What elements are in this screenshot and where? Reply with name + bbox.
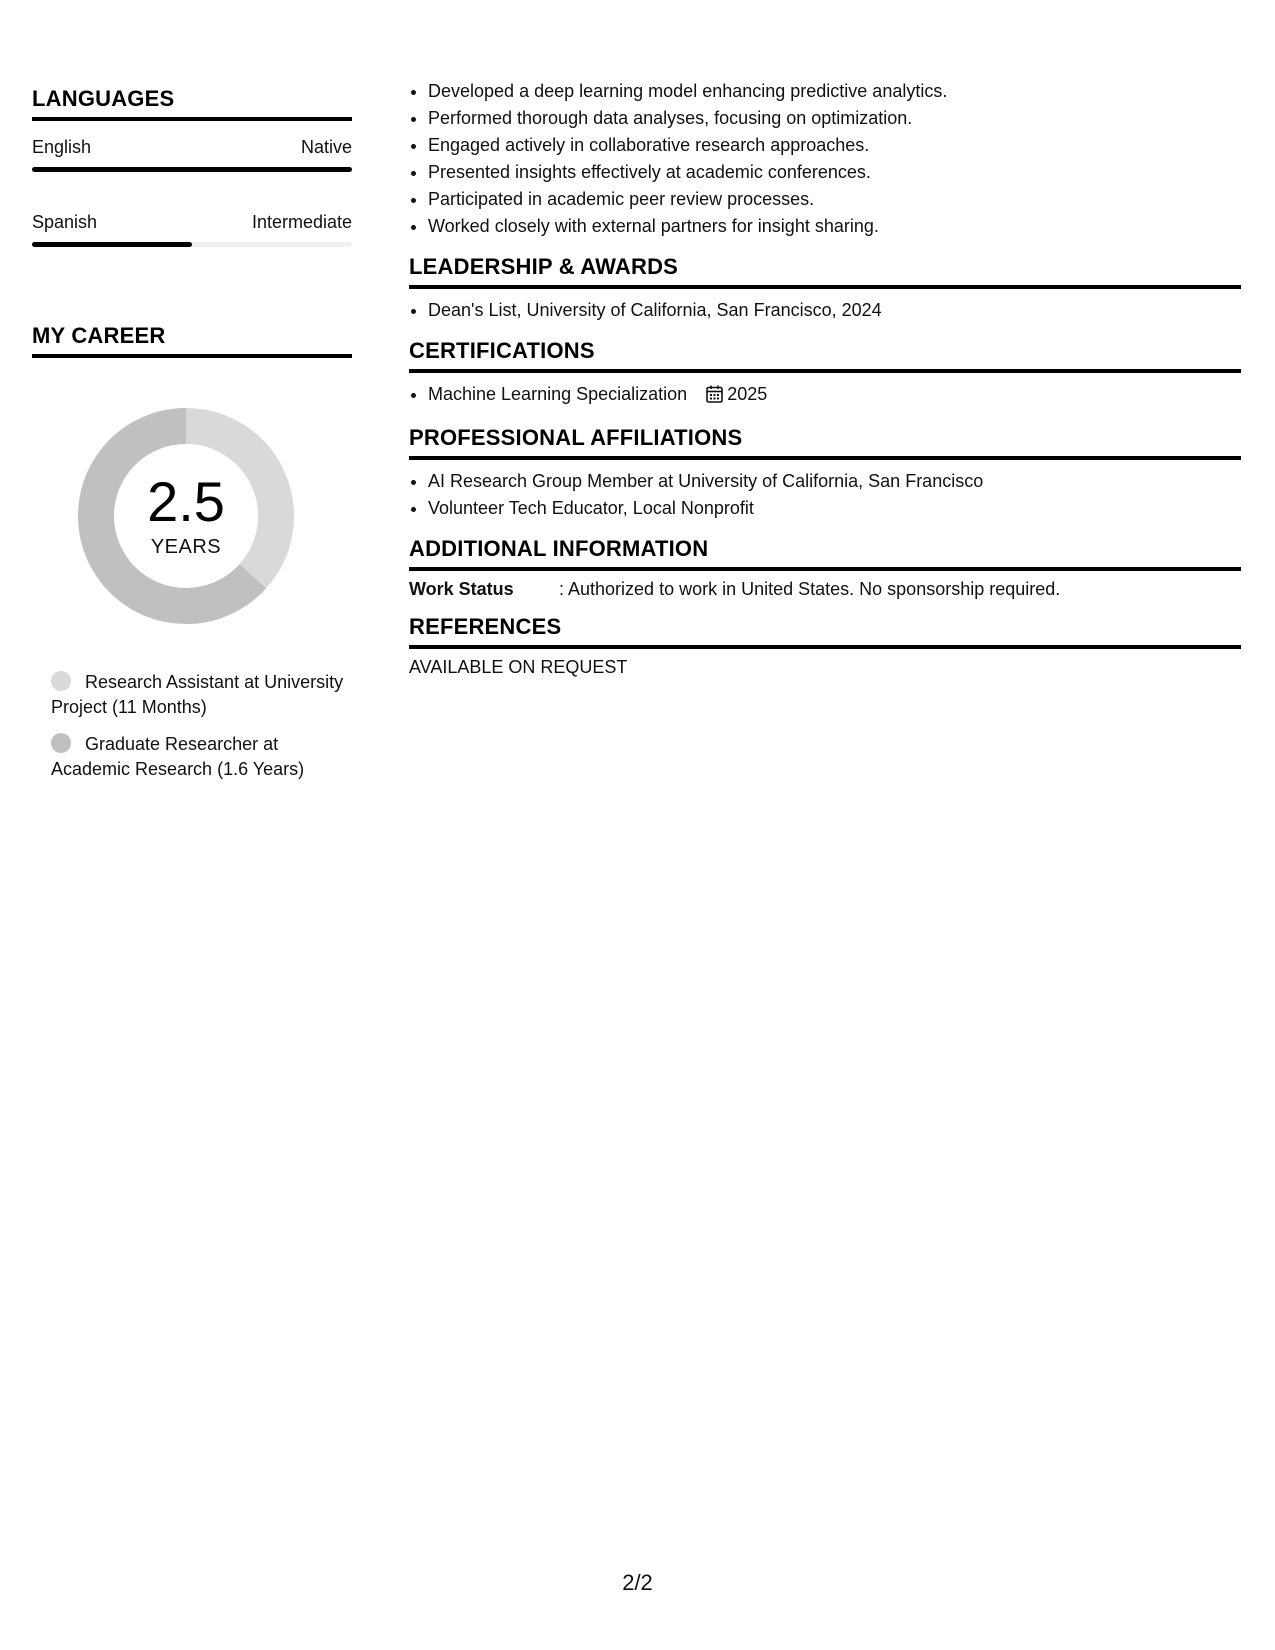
legend-dot	[51, 733, 71, 753]
language-item	[32, 137, 352, 172]
list-item: • Engaged actively in collaborative research approaches.	[428, 132, 1241, 159]
list-item: • Performed thorough data analyses, focusing on optimization.	[428, 105, 1241, 132]
list-item: • Participated in academic peer review processes.	[428, 186, 1241, 213]
right-column	[409, 78, 1241, 678]
list-item: • Dean's List, University of California, San Francisco, 2024	[428, 297, 1241, 324]
legend-item	[51, 732, 352, 782]
proficiency-bar-fill	[32, 242, 192, 247]
additional-info-heading: ADDITIONAL INFORMATION	[409, 536, 1241, 571]
references-heading: REFERENCES	[409, 614, 1241, 649]
language-item	[32, 212, 352, 247]
list-item	[428, 381, 1241, 411]
list-item: • Presented insights effectively at academic conferences.	[428, 159, 1241, 186]
legend-item	[51, 670, 352, 720]
proficiency-bar-fill	[32, 167, 352, 172]
affiliations-list	[409, 468, 1241, 522]
work-status-value: : Authorized to work in United States. No sponsorship required.	[559, 579, 1061, 599]
legend-dot	[51, 671, 71, 691]
legend-label: Graduate Researcher at Academic Research (1.6 Years)	[51, 734, 305, 779]
experience-bullet-list	[409, 78, 1241, 240]
work-status-label: Work Status	[409, 579, 514, 599]
proficiency-bar	[32, 167, 352, 172]
language-name: English	[32, 137, 92, 157]
page-number: 2/2	[622, 1570, 653, 1595]
list-item: • AI Research Group Member at University of California, San Francisco	[428, 468, 1241, 495]
calendar-icon	[706, 384, 723, 411]
career-heading: MY CAREER	[32, 323, 352, 358]
list-item: • Volunteer Tech Educator, Local Nonprofit	[428, 495, 1241, 522]
career-total-value: 2.5	[147, 469, 225, 533]
certifications-list	[409, 381, 1241, 411]
left-column	[32, 86, 352, 794]
leadership-heading: LEADERSHIP & AWARDS	[409, 254, 1241, 289]
certifications-heading: CERTIFICATIONS	[409, 338, 1241, 373]
legend-label: Research Assistant at University Project (11 Months)	[51, 672, 344, 717]
language-name: Spanish	[32, 212, 98, 232]
list-item: • Worked closely with external partners for insight sharing.	[428, 213, 1241, 240]
career-total-unit: YEARS	[150, 535, 222, 558]
references-text: AVAILABLE ON REQUEST	[409, 657, 628, 677]
work-status-row	[409, 579, 1241, 600]
career-legend	[51, 670, 352, 782]
certification-year: 2025	[727, 384, 768, 404]
languages-heading: LANGUAGES	[32, 86, 352, 121]
career-donut-chart	[66, 396, 306, 636]
proficiency-bar	[32, 242, 352, 247]
list-item: • Developed a deep learning model enhancing predictive analytics.	[428, 78, 1241, 105]
certification-name: Machine Learning Specialization	[428, 384, 688, 404]
leadership-list	[409, 297, 1241, 324]
affiliations-heading: PROFESSIONAL AFFILIATIONS	[409, 425, 1241, 460]
language-level: Intermediate	[251, 212, 352, 232]
language-level: Native	[300, 137, 352, 157]
